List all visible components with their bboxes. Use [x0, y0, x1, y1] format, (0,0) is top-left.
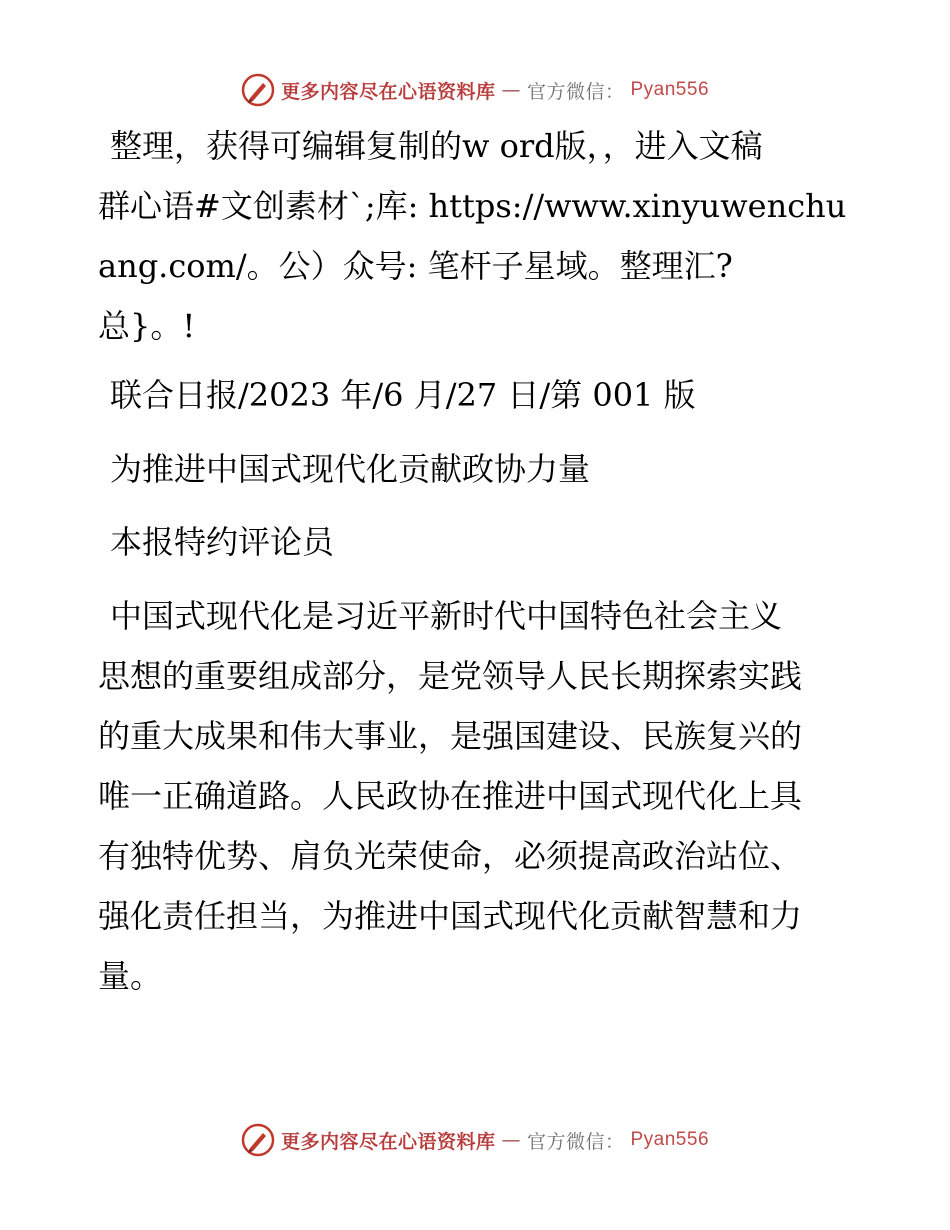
pen-logo-icon	[241, 1123, 275, 1157]
banner-separator: —	[501, 79, 521, 101]
paragraph-line-7: 量。	[98, 957, 163, 995]
article-title: 为推进中国式现代化贡献政协力量	[110, 450, 591, 488]
header-banner	[0, 70, 950, 110]
banner-main-text: 更多内容尽在心语资料库	[280, 1130, 496, 1153]
source-line: 联合日报/2023 年/6 月/27 日/第 001 版	[110, 376, 696, 414]
intro-line-4: 总}。!	[98, 307, 196, 345]
paragraph-line-4: 唯一正确道路。人民政协在推进中国式现代化上具	[98, 777, 803, 815]
banner-separator: —	[501, 1129, 521, 1151]
banner-main-text: 更多内容尽在心语资料库	[280, 80, 496, 103]
banner-wechat-label: 官方微信：	[526, 80, 625, 103]
pen-logo-icon	[241, 73, 275, 107]
footer-banner	[0, 1120, 950, 1160]
banner-wechat-label: 官方微信：	[526, 1130, 625, 1153]
paragraph-line-5: 有独特优势、肩负光荣使命，必须提高政治站位、	[98, 837, 803, 875]
banner-wechat-id: Pyan556	[630, 79, 710, 100]
banner-wechat-id: Pyan556	[630, 1129, 710, 1150]
paragraph-line-6: 强化责任担当，为推进中国式现代化贡献智慧和力	[98, 897, 803, 935]
paragraph-line-3: 的重大成果和伟大事业，是强国建设、民族复兴的	[98, 717, 803, 755]
paragraph-line-1: 中国式现代化是习近平新时代中国特色社会主义	[110, 597, 783, 635]
intro-line-2: 群心语#文创素材`;库: https://www.xinyuwenchu	[98, 187, 847, 225]
intro-line-3: ang.com/。公）众号: 笔杆子星域。整理汇?	[98, 247, 733, 285]
paragraph-line-2: 思想的重要组成部分，是党领导人民长期探索实践	[98, 657, 803, 695]
intro-line-1: 整理，获得可编辑复制的w ord版，，进入文稿	[110, 127, 763, 165]
article-author: 本报特约评论员	[110, 523, 335, 561]
